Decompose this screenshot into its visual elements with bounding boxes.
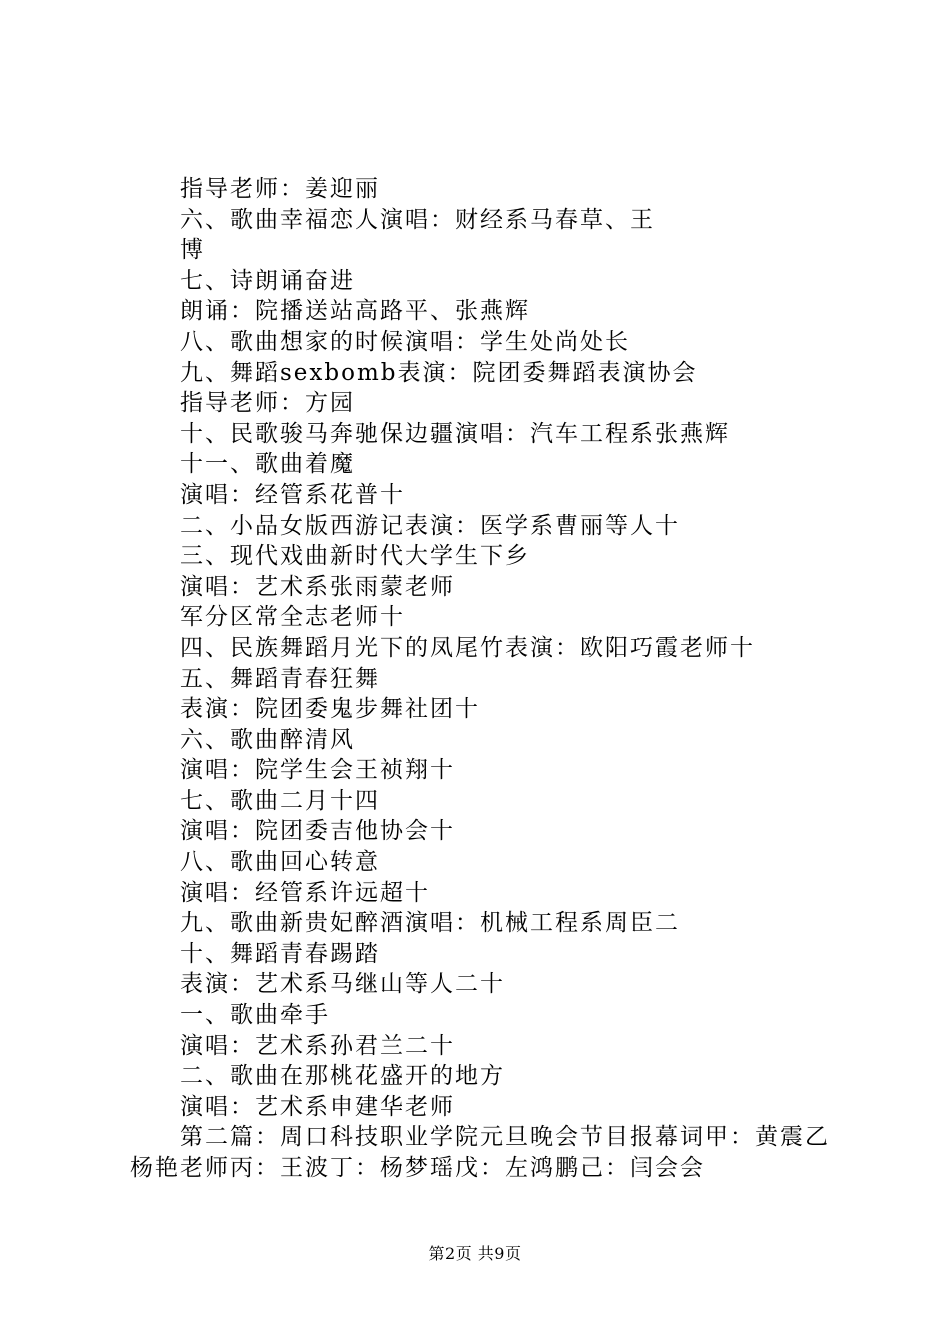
- text-line: 五、舞蹈青春狂舞: [180, 665, 380, 692]
- text-line: 演唱：艺术系孙君兰二十: [180, 1032, 455, 1059]
- text-line: 朗诵：院播送站高路平、张燕辉: [180, 298, 530, 325]
- text-line: 演唱：艺术系张雨蒙老师: [180, 573, 455, 600]
- text-line: 表演：院团委鬼步舞社团十: [180, 696, 480, 723]
- text-line: 博: [180, 237, 205, 264]
- text-line: 十一、歌曲着魔: [180, 451, 355, 478]
- text-line: 演唱：经管系花普十: [180, 481, 405, 508]
- text-line: 表演：艺术系马继山等人二十: [180, 971, 505, 998]
- text-line: 四、民族舞蹈月光下的凤尾竹表演：欧阳巧霞老师十: [180, 634, 755, 661]
- text-line: 指导老师：方园: [180, 390, 355, 417]
- text-line: 八、歌曲回心转意: [180, 849, 380, 876]
- text-line: 演唱：院学生会王祯翔十: [180, 757, 455, 784]
- text-line: 十、舞蹈青春踢踏: [180, 940, 380, 967]
- text-line: 九、歌曲新贵妃醉酒演唱：机械工程系周臣二: [180, 910, 680, 937]
- text-line: 二、小品女版西游记表演：医学系曹丽等人十: [180, 512, 680, 539]
- text-line: 九、舞蹈sexbomb表演：院团委舞蹈表演协会: [180, 359, 698, 386]
- text-line: 二、歌曲在那桃花盛开的地方: [180, 1063, 505, 1090]
- text-line: 十、民歌骏马奔驰保边疆演唱：汽车工程系张燕辉: [180, 420, 730, 447]
- text-line: 八、歌曲想家的时候演唱：学生处尚处长: [180, 328, 630, 355]
- text-line: 指导老师：姜迎丽: [180, 176, 380, 202]
- text-line: 演唱：艺术系申建华老师: [180, 1093, 455, 1120]
- paragraph-first-line: 第二篇：周口科技职业学院元旦晚会节目报幕词甲：黄震乙: [180, 1124, 830, 1151]
- text-line: 演唱：经管系许远超十: [180, 879, 430, 906]
- text-line: 六、歌曲幸福恋人演唱：财经系马春草、王: [180, 206, 655, 233]
- text-line: 三、现代戏曲新时代大学生下乡: [180, 543, 530, 570]
- document-body: [130, 174, 850, 1184]
- paragraph-continuation-line: 杨艳老师丙：王波丁：杨梦瑶戊：左鸿鹏己：闫会会: [130, 1155, 705, 1181]
- text-line: 七、歌曲二月十四: [180, 787, 380, 814]
- text-line: 七、诗朗诵奋进: [180, 267, 355, 294]
- text-line: 演唱：院团委吉他协会十: [180, 818, 455, 845]
- text-line: 六、歌曲醉清风: [180, 726, 355, 753]
- text-line: 军分区常全志老师十: [180, 604, 405, 631]
- text-line: 一、歌曲牵手: [180, 1002, 330, 1029]
- page-number-footer: 第2页 共9页: [428, 1244, 522, 1263]
